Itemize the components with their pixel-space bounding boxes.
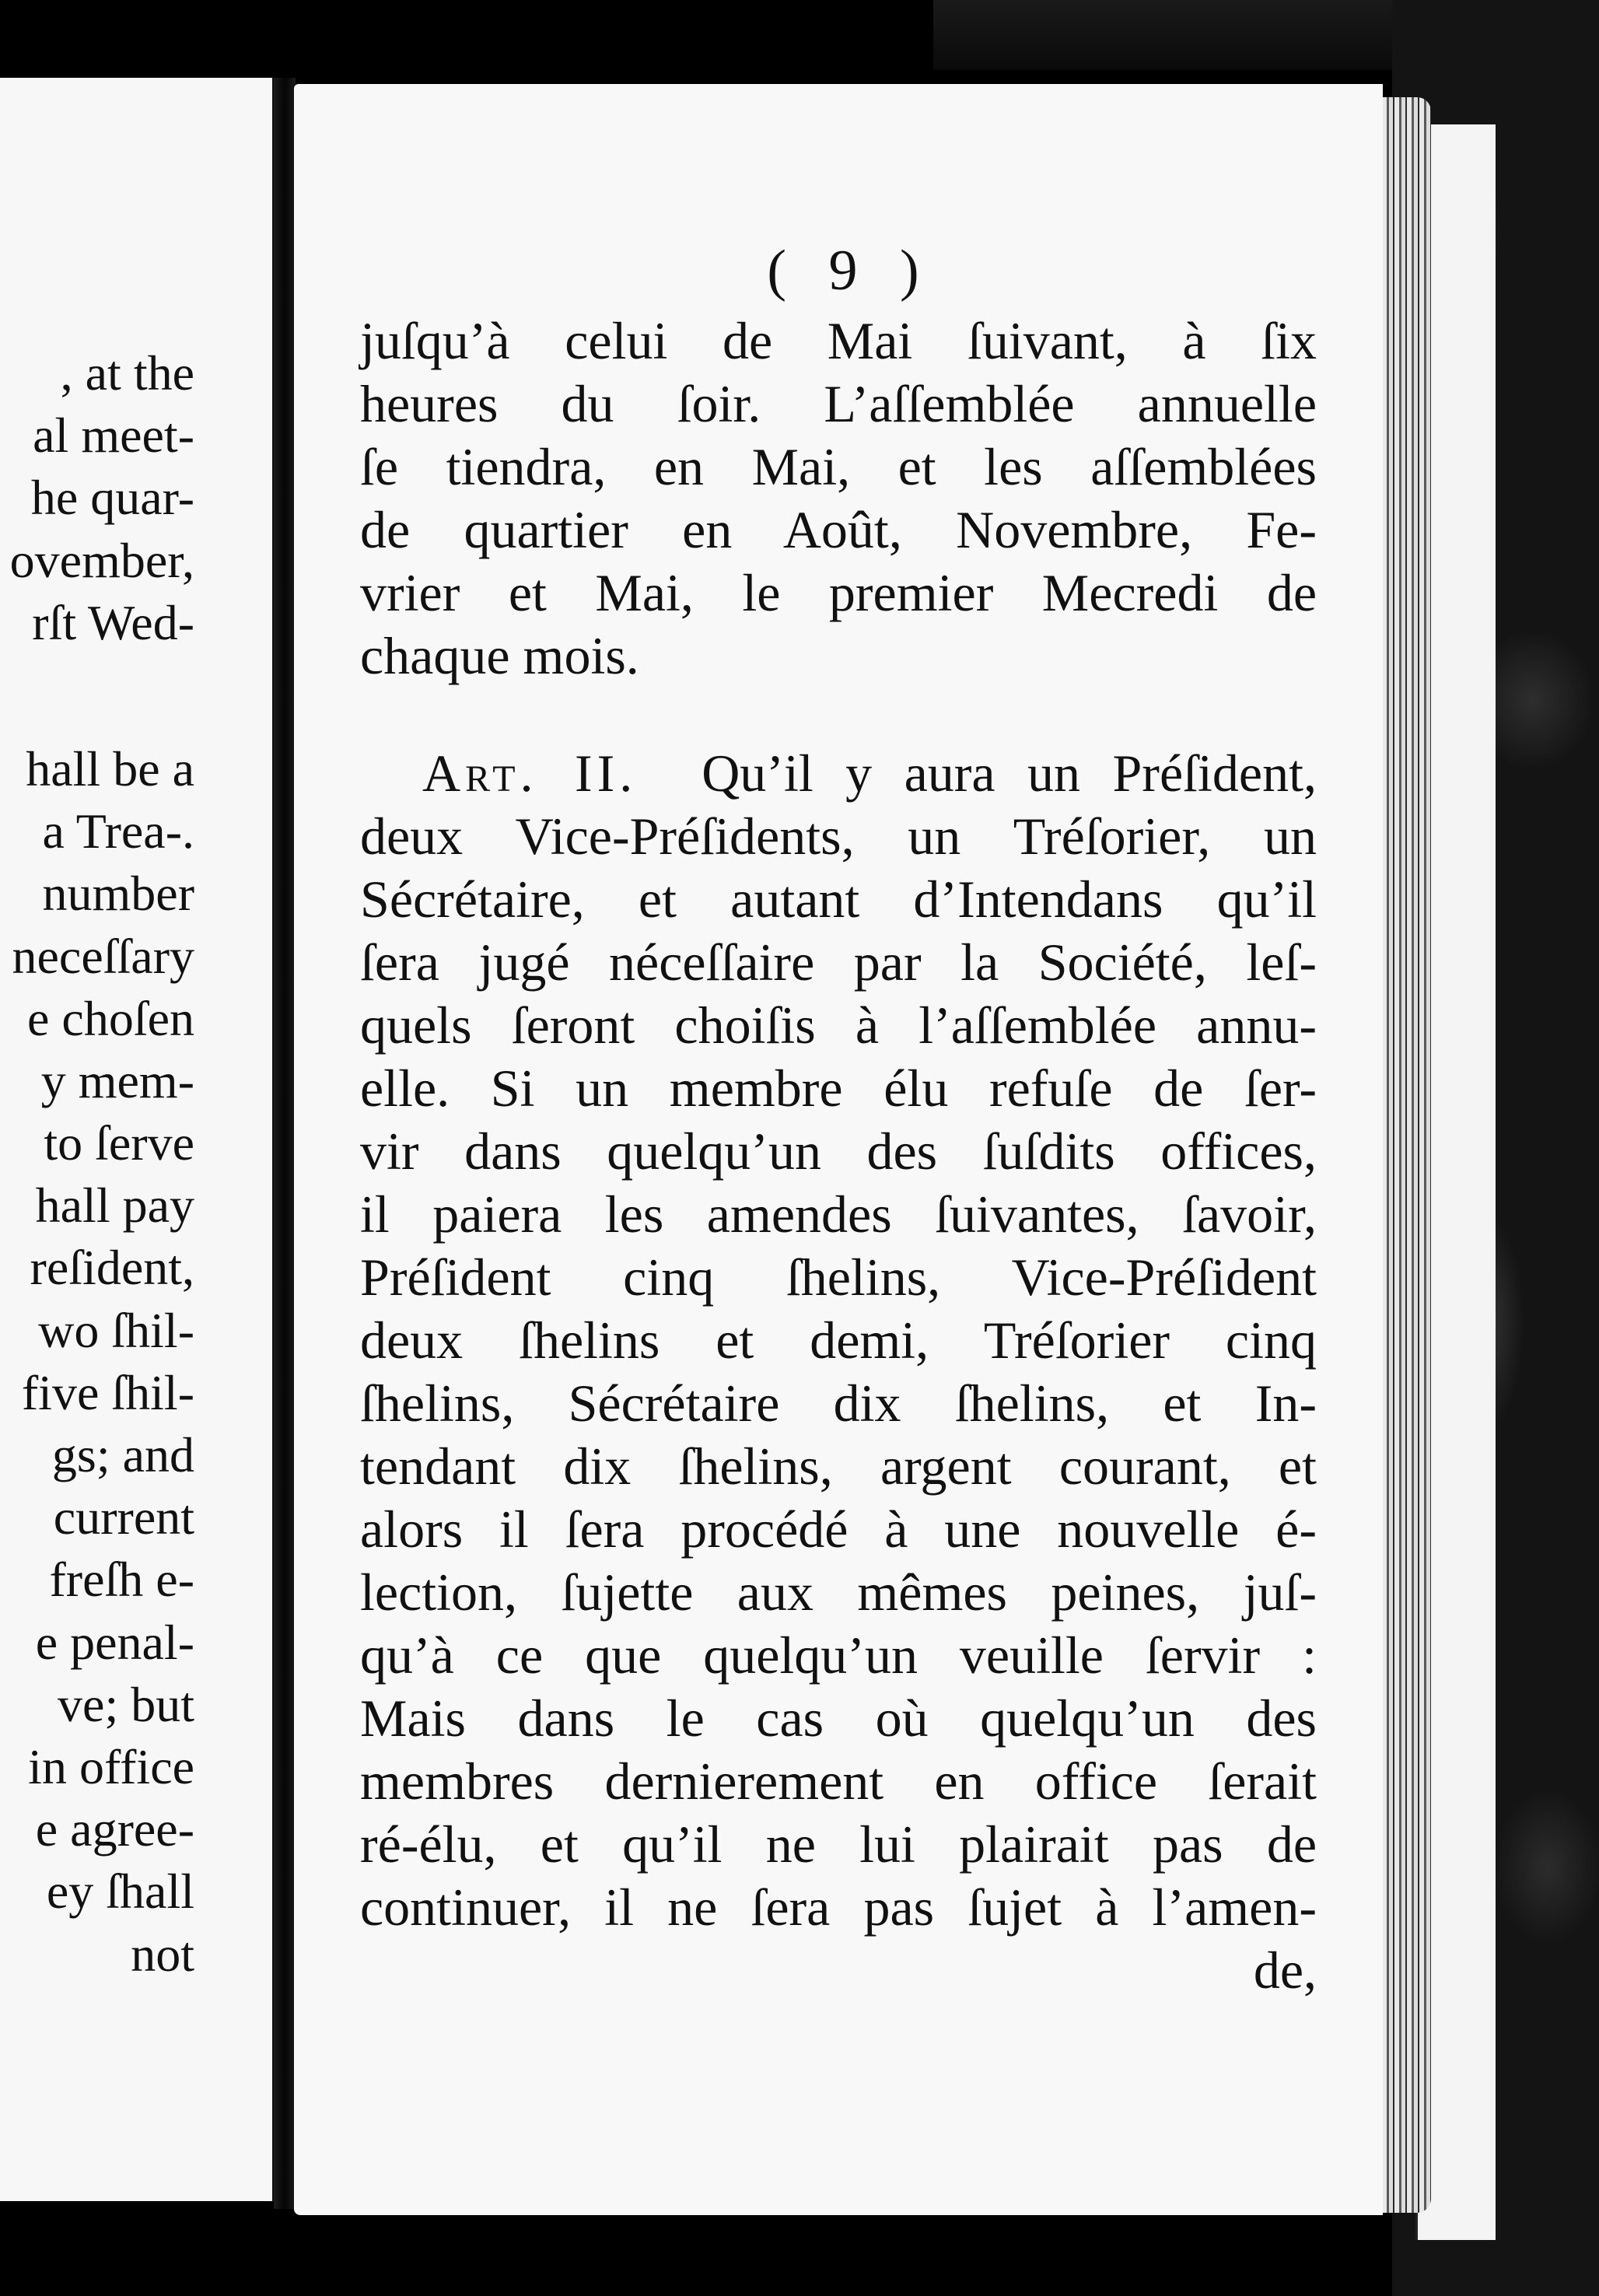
text-line: , at the [60, 345, 194, 401]
text-line: Préſident cinq ſhelins, Vice-Préſident [360, 1248, 1317, 1307]
text-line: hall pay [35, 1178, 194, 1234]
text-line: e choſen [27, 990, 194, 1046]
text-line: juſqu’à celui de Mai ſuivant, à ſix [360, 311, 1317, 370]
text-line: continuer, il ne ſera pas ſujet à l’amen- [360, 1878, 1317, 1937]
text-line: heures du ſoir. L’aſſemblée annuelle [360, 374, 1317, 433]
text-line: hall be a [26, 740, 194, 796]
text-line: tendant dix ſhelins, argent courant, et [360, 1437, 1317, 1496]
text-line: rſt Wed- [32, 594, 194, 650]
text-line: gs; and [51, 1427, 194, 1482]
left-page [0, 78, 275, 2201]
article-opening: Qu’il y aura un Préſident, [702, 744, 1317, 803]
text-line: membres dernierement en office ſerait [360, 1752, 1317, 1811]
catchword: de, [1253, 1941, 1317, 2000]
text-line: al meet- [33, 408, 194, 464]
text-line: y mem- [40, 1052, 194, 1108]
text-line: vrier et Mai, le premier Mecredi de [360, 563, 1317, 622]
left-page-text [0, 342, 194, 1986]
text-line: neceſſary [12, 928, 194, 984]
text-line: vir dans quelqu’un des ſuſdits offices, [360, 1122, 1317, 1181]
right-page-text [360, 232, 1317, 2002]
text-line: quels ſeront choiſis à l’aſſemblée annu- [360, 996, 1317, 1055]
text-line: chaque mois. [360, 626, 639, 685]
text-line: ve; but [58, 1676, 194, 1732]
text-line: freſh e- [49, 1552, 194, 1608]
text-line: a Trea-. [42, 803, 194, 859]
article-heading-line [360, 742, 1317, 805]
text-line: Mais dans le cas où quelqu’un des [360, 1689, 1317, 1748]
text-line: deux ſhelins et demi, Tréſorier cinq [360, 1311, 1317, 1370]
text-line: ey ſhall [46, 1864, 194, 1920]
book-gutter [274, 78, 296, 2209]
article-label: Art. II. [422, 744, 638, 803]
text-line: Sécrétaire, et autant d’Intendans qu’il [360, 870, 1317, 929]
text-line: e agree- [35, 1801, 194, 1857]
text-line: ſera jugé néceſſaire par la Société, leſ- [360, 933, 1317, 992]
text-line: ſe tiendra, en Mai, et les aſſemblées [360, 437, 1317, 496]
text-line: ré-élu, et qu’il ne lui plairait pas de [360, 1815, 1317, 1874]
text-line: deux Vice-Préſidents, un Tréſorier, un [360, 807, 1317, 866]
text-line: de quartier en Août, Novembre, Fe- [360, 500, 1317, 559]
text-line: alors il ſera procédé à une nouvelle é- [360, 1500, 1317, 1559]
text-line: to ſerve [44, 1115, 194, 1171]
text-line: ovember, [9, 532, 194, 588]
right-page [294, 84, 1383, 2215]
text-line: il paiera les amendes ſuivantes, ſavoir, [360, 1185, 1317, 1244]
text-line: ſhelins, Sécrétaire dix ſhelins, et In- [360, 1374, 1317, 1433]
text-line: he quar- [30, 470, 194, 526]
text-line: not [131, 1926, 194, 1982]
text-line: current [53, 1489, 194, 1545]
text-line: number [42, 866, 194, 922]
text-line: qu’à ce que quelqu’un veuille ſervir : [360, 1626, 1317, 1685]
text-line: e penal- [35, 1614, 194, 1670]
text-line: five ſhil- [21, 1364, 194, 1420]
text-line: lection, ſujette aux mêmes peines, juſ- [360, 1563, 1317, 1622]
page-number: ( 9 ) [767, 239, 933, 303]
text-line: elle. Si un membre élu refuſe de ſer- [360, 1059, 1317, 1118]
text-line: in office [28, 1738, 194, 1794]
text-line: reſident, [30, 1240, 194, 1296]
text-line: wo ſhil- [38, 1302, 194, 1358]
